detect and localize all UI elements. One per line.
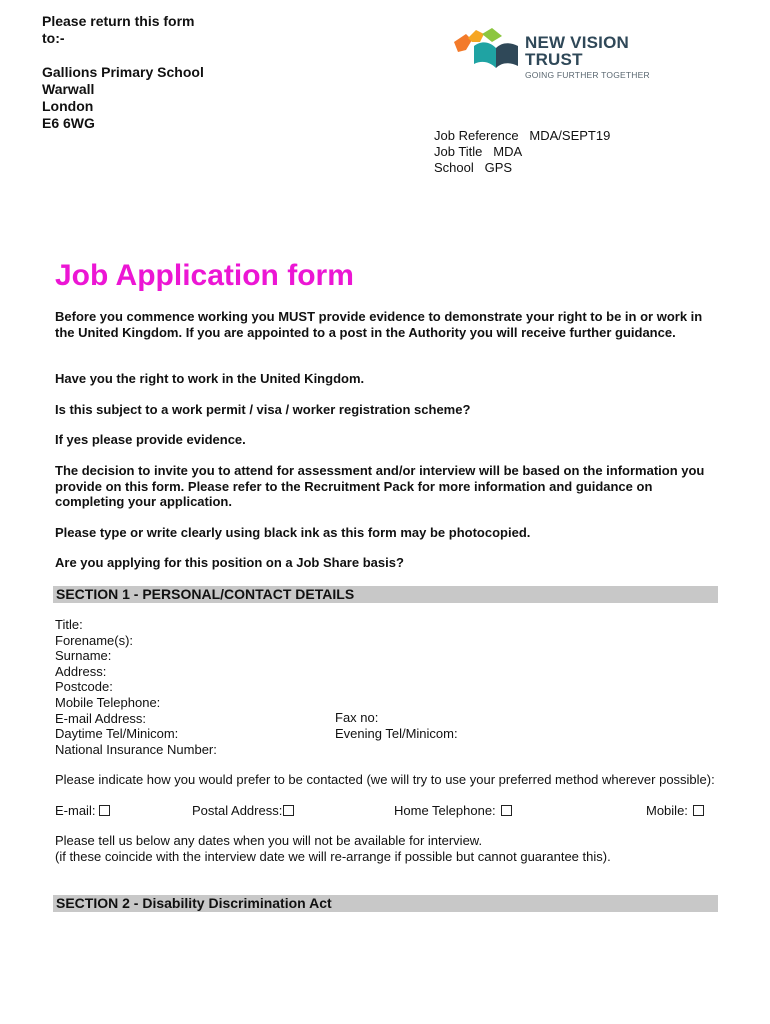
option-home-tel-label: Home Telephone: bbox=[394, 803, 496, 818]
address-line: Gallions Primary School bbox=[42, 64, 204, 80]
field-label-forename: Forename(s): bbox=[55, 632, 134, 648]
personal-fields bbox=[55, 617, 217, 757]
evidence-paragraph: Before you commence working you MUST provide evidence to demonstrate your right to be in or work in the United Kingdom. If you are appointed to a post in the Authority you will receive further guidance. bbox=[55, 309, 703, 340]
new-vision-trust-logo bbox=[452, 28, 662, 84]
mobile-checkbox[interactable] bbox=[693, 805, 704, 816]
address-line: E6 6WG bbox=[42, 115, 95, 131]
ink-instruction: Please type or write clearly using black ink as this form may be photocopied. bbox=[55, 525, 531, 540]
decision-paragraph: The decision to invite you to attend for assessment and/or interview will be based on the information you provide on this form. Please refer to the Recruitment Pack for more information and guidance on completing your application. bbox=[55, 463, 705, 509]
field-label-evening-tel: Evening Tel/Minicom: bbox=[335, 726, 458, 741]
option-email-label: E-mail: bbox=[55, 803, 96, 818]
email-checkbox[interactable] bbox=[99, 805, 110, 816]
job-title-value: MDA bbox=[493, 144, 523, 159]
form-title: Job Application form bbox=[55, 259, 354, 292]
job-share-question: Are you applying for this position on a Job Share basis? bbox=[55, 555, 404, 570]
return-heading-line1: Please return this form bbox=[42, 13, 195, 29]
logo-tagline: GOING FURTHER TOGETHER bbox=[525, 70, 650, 80]
job-info bbox=[434, 128, 610, 176]
field-label-email: E-mail Address: bbox=[55, 710, 147, 726]
logo-mark-icon bbox=[452, 28, 522, 84]
option-email bbox=[55, 803, 110, 819]
field-label-title: Title: bbox=[55, 617, 83, 632]
postal-checkbox[interactable] bbox=[283, 805, 294, 816]
option-mobile-label: Mobile: bbox=[646, 803, 688, 818]
field-label-ni-number: National Insurance Number: bbox=[55, 741, 217, 757]
field-label-daytime-tel: Daytime Tel/Minicom: bbox=[55, 726, 179, 742]
field-label-fax: Fax no: bbox=[335, 710, 379, 725]
field-label-surname: Surname: bbox=[55, 648, 112, 664]
availability-text: Please tell us below any dates when you will not be available for interview. bbox=[55, 833, 483, 848]
job-reference-label: Job Reference bbox=[434, 128, 519, 143]
option-postal-label: Postal Address: bbox=[192, 803, 283, 818]
school-value: GPS bbox=[484, 160, 513, 175]
home-telephone-checkbox[interactable] bbox=[501, 805, 512, 816]
job-title-label: Job Title bbox=[434, 144, 483, 159]
section2-heading: SECTION 2 - Disability Discrimination Act bbox=[53, 895, 718, 912]
permit-question: Is this subject to a work permit / visa / worker registration scheme? bbox=[55, 402, 471, 417]
contact-preference-text: Please indicate how you would prefer to be contacted (we will try to use your preferred method wherever possible): bbox=[55, 772, 715, 787]
address-line: London bbox=[42, 98, 94, 114]
school-label: School bbox=[434, 160, 474, 175]
return-heading-line2: to:- bbox=[42, 30, 65, 46]
field-label-mobile: Mobile Telephone: bbox=[55, 694, 161, 710]
option-mobile bbox=[646, 803, 704, 819]
return-address bbox=[42, 13, 204, 132]
evidence-instruction: If yes please provide evidence. bbox=[55, 432, 246, 447]
section1-heading: SECTION 1 - PERSONAL/CONTACT DETAILS bbox=[53, 586, 718, 603]
job-reference-value: MDA/SEPT19 bbox=[529, 128, 611, 143]
availability-note: (if these coincide with the interview date we will re-arrange if possible but cannot guarantee this). bbox=[55, 849, 611, 864]
right-to-work-question: Have you the right to work in the United Kingdom. bbox=[55, 371, 365, 386]
logo-name: NEW VISION TRUST bbox=[525, 33, 630, 69]
address-line: Warwall bbox=[42, 81, 95, 97]
field-label-address: Address: bbox=[55, 663, 107, 679]
option-postal bbox=[192, 803, 294, 819]
option-home-tel bbox=[394, 803, 512, 819]
field-label-postcode: Postcode: bbox=[55, 679, 113, 695]
